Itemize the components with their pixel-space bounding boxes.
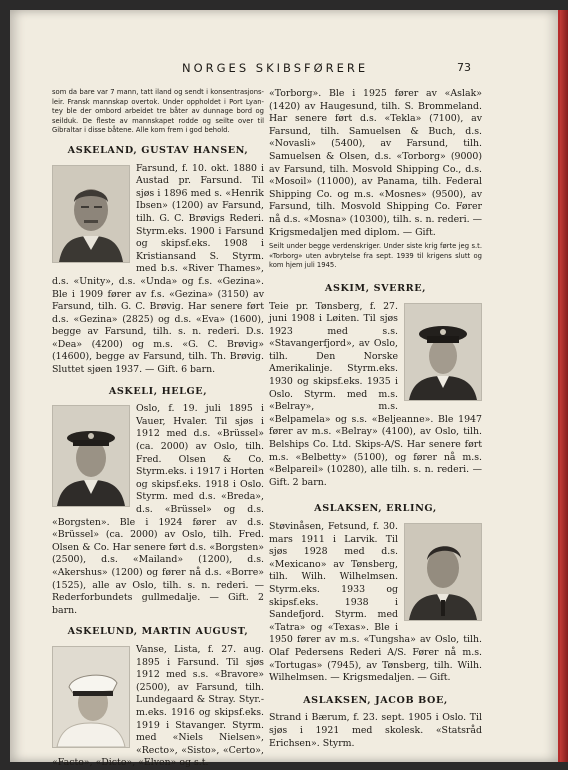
- entry-text: Farsund, f. 10. okt. 1880 i Austad pr. Farsund. Til sjøs i 1896 med s. «Henrik Ibsen» (1200) av Farsund, tilh. G. C. Brøvigs Rederi. Styrm.eks. 1900 i Farsund og skipsf.eks. 1908 i Kristiansand S. Styrm. med b.s. «River Thames», d.s. «Unity», d.s. «Unda» og f.s. «Gezina». Ble i 1909 fører av f.s. «Gezina» (3150) av Farsund, tilh. G. C. Brøvig. Har senere ført d.s. «Gezina» (2825) og d.s. «Eva» (1600), begge av Farsund, tilh. s. n. rederi. D.s. «Dea» (4200) og m.s. «G. C. Brøvig» (14600), begge av Farsund, tilh. Th. Brøvig. Sluttet sjøen 1937. — Gift. 6 barn.: [52, 162, 264, 376]
- entry-name: ASKIM, SVERRE,: [324, 282, 427, 294]
- entry-text: Oslo, f. 19. juli 1895 i Vauer, Hvaler. Til sjøs i 1912 med d.s. «Brüssel» (ca. 2000) av Oslo, tilh. Fred. Olsen & Co. Styrm.eks. i 1917 i Horten og skipsf.eks. 1918 i Oslo. Styrm. med d.s. «Breda», d.s. «Brüssel» og d.s. «Borgsten». Ble i 1924 fører av d.s. «Brüssel» (ca. 2000) av Oslo, tilh. Fred. Olsen & Co. Har senere ført d.s. «Borgsten» (2500), d.s. «Mailand» (1200), d.s. «Akershus» (1200) og fører nå d.s. «Borre» (1525), alle av Oslo, tilh. s. n. rederi. — Rederforbundets gullmedalje. — Gift. 2 barn.: [52, 403, 264, 616]
- running-title: NORGES SKIBSFØRERE: [182, 61, 369, 75]
- portrait-photo: [404, 303, 482, 401]
- continuation-text: «Torborg». Ble i 1925 fører av «Aslak» (1420) av Haugesund, tilh. S. Brommeland. Har senere ført d.s. «Tekla» (7100), av Farsund, tilh. Samuelsen & Buch, d.s. «Novasli» (5400), av Farsund, tilh. Samuelsen & Olsen, d.s. «Torborg» (9000) av Farsund, tilh. Mosvold Shipping Co., d.s. «Mosoil» (11000), av Panama, tilh. Federal Shipping Co. og m.s. «Mosnes» (9500), av Farsund, tilh. Mosvold Shipping Co. Fører nå d.s. «Mosna» (10300), tilh. s. n. rederi. — Krigsmedaljen med diplom. — Gift.: [269, 88, 482, 238]
- entry-text: Teie pr. Tønsberg, f. 27. juni 1908 i Løiten. Til sjøs 1923 med s.s. «Stavangerfjord», av Oslo, tilh. Den Norske Amerikalinje. Styrm.eks. 1930 og skipsf.eks. 1935 i Oslo. Styrm. med m.s. «Belray», m.s. «Belpamela» og s.s. «Beljeanne». Ble 1947 fører av m.s. «Belray» (4100), av Oslo, tilh. Belships Co. Ltd. Skips-A/S. Har senere ført m.s. «Belbetty» (5100), og fører nå m.s. «Belpareil» (10280), alle tilh. s. n. rederi. — Gift. 2 barn.: [269, 300, 482, 488]
- entry-askeland: [52, 145, 264, 377]
- running-header: [10, 59, 558, 77]
- entry-name: ASLAKSEN, JACOB BOE,: [303, 694, 448, 706]
- book-page: [10, 10, 561, 769]
- note-text: Seilt under begge verdenskriger. Under siste krig førte jeg s.t. «Torborg» uten avbrytelse fra sept. 1939 til krigens slutt og kom hjem juli 1945.: [269, 242, 482, 270]
- entry-aslaksen-erling: [269, 503, 482, 684]
- entry-name: ASKELAND, GUSTAV HANSEN,: [67, 144, 249, 156]
- left-column: [52, 88, 264, 770]
- portrait-photo: [52, 165, 130, 263]
- portrait-photo: [52, 405, 130, 507]
- intro-text: som da bare var 7 mann, tatt iland og sendt i konsentrasjons-leir. Fransk mannskap overtok. Under oppholdet i Port Lyan-tey ble der ombord arbeidet tre båter av dunnage bord og seilduk. De fleste av mannskapet rodde og seilte over til Gibraltar i disse båtene. Alle kom frem i god behold.: [52, 88, 264, 135]
- book-spine: [560, 10, 568, 762]
- entry-text: Vanse, Lista, f. 27. aug. 1895 i Farsund. Til sjøs 1912 med s.s. «Bravore» (2500), av Farsund, tilh. Lundegaard & Stray. Styr.-m.eks. 1916 og skipsf.eks. 1919 i Stavanger. Styrm. med «Niels Nielsen», «Recto», «Sisto», «Certo», «Facto», «Dicto», «Elven» og s.t.: [52, 643, 264, 769]
- portrait-photo: [52, 646, 130, 748]
- entry-name: ASKELI, HELGE,: [108, 385, 208, 397]
- entry-askim: [269, 283, 482, 490]
- right-column: [269, 88, 482, 750]
- entry-text: Strand i Bærum, f. 23. sept. 1905 i Oslo. Til sjøs i 1921 med skolesk. «Statsråd Erichsen». Styrm.: [269, 712, 482, 749]
- entry-askelund: [52, 626, 264, 770]
- entry-name: ASKELUND, MARTIN AUGUST,: [67, 626, 249, 638]
- portrait-photo: [404, 523, 482, 621]
- entry-text: Støvinåsen, Fetsund, f. 30. mars 1911 i Larvik. Til sjøs 1928 med d.s. «Mexicano» av Tønsberg, tilh. Wilh. Wilhelmsen. Styrm.eks. 1933 og skipsf.eks. 1938 i Sandefjord. Styrm. med «Tatra» og «Texas». Ble i 1950 fører av m.s. «Tungsha» av Oslo, tilh. Olaf Pedersens Rederi A/S. Fører nå m.s. «Tortugas» (7945), av Tønsberg, tilh. Wilh. Wilhelmsen. — Krigsmedaljen. — Gift.: [269, 521, 482, 684]
- entry-askeli: [52, 386, 264, 618]
- page-number: 73: [457, 61, 471, 74]
- entry-name: ASLAKSEN, ERLING,: [314, 503, 437, 515]
- entry-aslaksen-jacob: [269, 695, 482, 750]
